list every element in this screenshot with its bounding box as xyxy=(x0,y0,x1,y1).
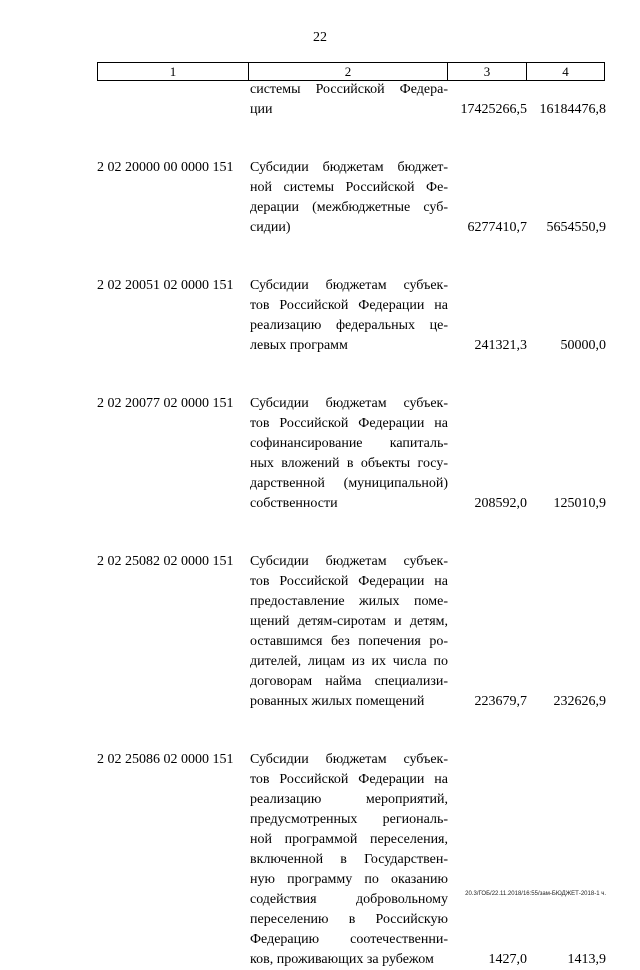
value-col-3: 223679,7 xyxy=(474,694,527,709)
description-line: предоставление жилых поме- xyxy=(250,594,448,609)
budget-code: 2 02 20077 02 0000 151 xyxy=(97,396,234,411)
budget-code: 2 02 20000 00 0000 151 xyxy=(97,160,234,175)
footer-doc-id: 20.3/ГОБ/22.11.2018/16:55/зам-БЮДЖЕТ-2018-1 ч. xyxy=(465,891,606,897)
value-col-3: 1427,0 xyxy=(488,952,527,967)
description-line: Федерацию соотечественни- xyxy=(250,932,448,947)
description-line: ную программу по оказанию xyxy=(250,872,448,887)
column-header-table xyxy=(97,62,605,81)
description-line: щений детям-сиротам и детям, xyxy=(250,614,448,629)
budget-code: 2 02 25086 02 0000 151 xyxy=(97,752,234,767)
description-line: переселению в Российскую xyxy=(250,912,448,927)
description-line: дарственной (муниципальной) xyxy=(250,476,448,491)
description-line: Субсидии бюджетам субъек- xyxy=(250,278,448,293)
description-line: оставшимся без попечения ро- xyxy=(250,634,448,649)
description-line: реализацию федеральных це- xyxy=(250,318,448,333)
row-description xyxy=(250,158,448,238)
description-line: Субсидии бюджетам субъек- xyxy=(250,752,448,767)
value-col-4: 232626,9 xyxy=(553,694,606,709)
value-col-4: 5654550,9 xyxy=(546,220,606,235)
description-line: предусмотренных региональ- xyxy=(250,812,448,827)
description-line: тов Российской Федерации на xyxy=(250,416,448,431)
row-description xyxy=(250,750,448,970)
description-line: дителей, лицам из их числа по xyxy=(250,654,448,669)
description-line: включенной в Государствен- xyxy=(250,852,448,867)
description-line: ной программой переселения, xyxy=(250,832,448,847)
value-col-3: 6277410,7 xyxy=(467,220,527,235)
value-col-4: 1413,9 xyxy=(567,952,606,967)
value-col-4: 16184476,8 xyxy=(539,102,606,117)
description-line: ков, проживающих за рубежом xyxy=(250,952,434,967)
description-line: тов Российской Федерации на xyxy=(250,298,448,313)
description-line: ции xyxy=(250,102,273,117)
description-line: договорам найма специализи- xyxy=(250,674,448,689)
description-line: Субсидии бюджетам субъек- xyxy=(250,554,448,569)
header-col-3: 3 xyxy=(448,63,527,81)
description-line: левых программ xyxy=(250,338,348,353)
value-col-3: 208592,0 xyxy=(474,496,527,511)
row-description xyxy=(250,276,448,356)
row-description xyxy=(250,394,448,514)
header-col-2: 2 xyxy=(249,63,448,81)
description-line: Субсидии бюджетам субъек- xyxy=(250,396,448,411)
description-line: ных вложений в объекты госу- xyxy=(250,456,448,471)
row-description xyxy=(250,80,448,120)
value-col-3: 241321,3 xyxy=(474,338,527,353)
budget-code: 2 02 20051 02 0000 151 xyxy=(97,278,234,293)
description-line: собственности xyxy=(250,496,338,511)
description-line: рованных жилых помещений xyxy=(250,694,425,709)
header-col-4: 4 xyxy=(527,63,605,81)
description-line: дерации (межбюджетные суб- xyxy=(250,200,448,215)
description-line: реализацию мероприятий, xyxy=(250,792,448,807)
header-col-1: 1 xyxy=(98,63,249,81)
description-line: тов Российской Федерации на xyxy=(250,574,448,589)
description-line: софинансирование капиталь- xyxy=(250,436,448,451)
description-line: содействия добровольному xyxy=(250,892,448,907)
value-col-3: 17425266,5 xyxy=(460,102,527,117)
row-description xyxy=(250,552,448,712)
page-number: 22 xyxy=(313,30,327,45)
value-col-4: 125010,9 xyxy=(553,496,606,511)
description-line: сидии) xyxy=(250,220,291,235)
budget-code: 2 02 25082 02 0000 151 xyxy=(97,554,234,569)
description-line: Субсидии бюджетам бюджет- xyxy=(250,160,448,175)
description-line: ной системы Российской Фе- xyxy=(250,180,448,195)
description-line: системы Российской Федера- xyxy=(250,82,448,97)
value-col-4: 50000,0 xyxy=(560,338,606,353)
description-line: тов Российской Федерации на xyxy=(250,772,448,787)
